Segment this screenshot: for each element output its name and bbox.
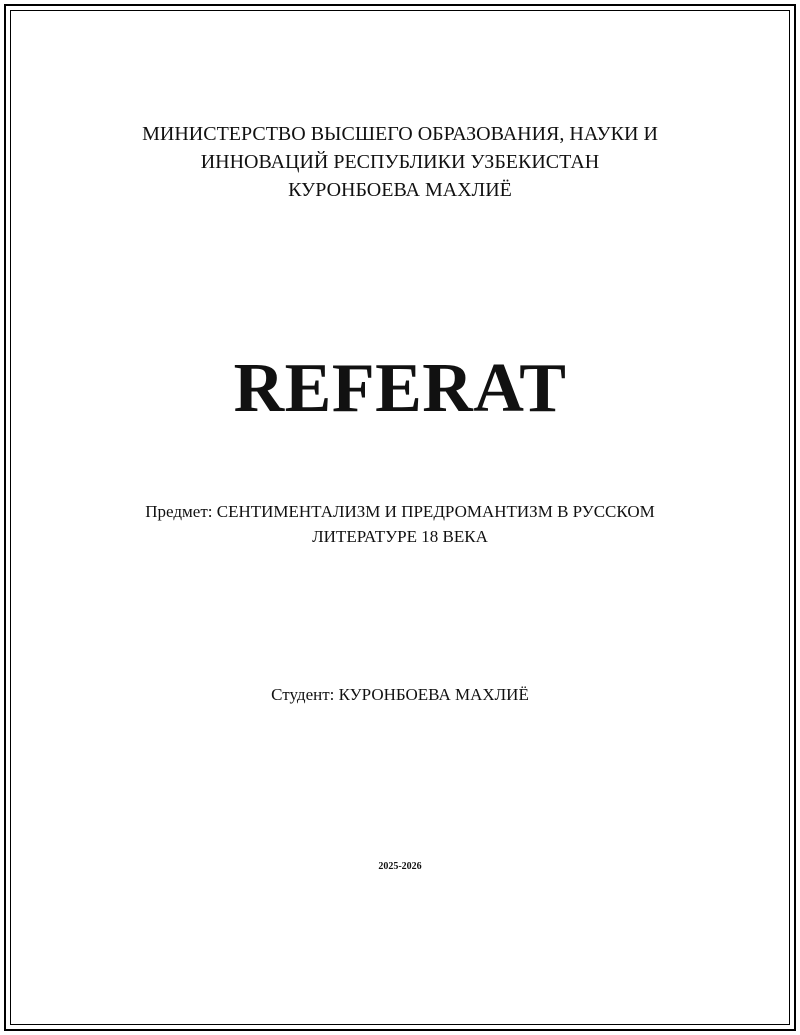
ministry-line-2: ИННОВАЦИЙ РЕСПУБЛИКИ УЗБЕКИСТАН	[200, 151, 600, 173]
ministry-line-1: МИНИСТЕРСТВО ВЫСШЕГО ОБРАЗОВАНИЯ, НАУКИ И	[142, 123, 658, 145]
document-title: REFERAT	[233, 350, 567, 427]
student-line: Студент: КУРОНБОЕВА МАХЛИЁ	[271, 685, 529, 704]
author-name-header: КУРОНБОЕВА МАХЛИЁ	[288, 179, 512, 201]
subject-line-1: Предмет: СЕНТИМЕНТАЛИЗМ И ПРЕДРОМАНТИЗМ В РУССКОМ	[145, 502, 655, 521]
academic-year: 2025-2026	[378, 861, 422, 872]
ministry-header	[0, 120, 800, 204]
subject-block	[0, 499, 800, 549]
subject-line-2: ЛИТЕРАТУРЕ 18 ВЕКА	[312, 527, 488, 546]
